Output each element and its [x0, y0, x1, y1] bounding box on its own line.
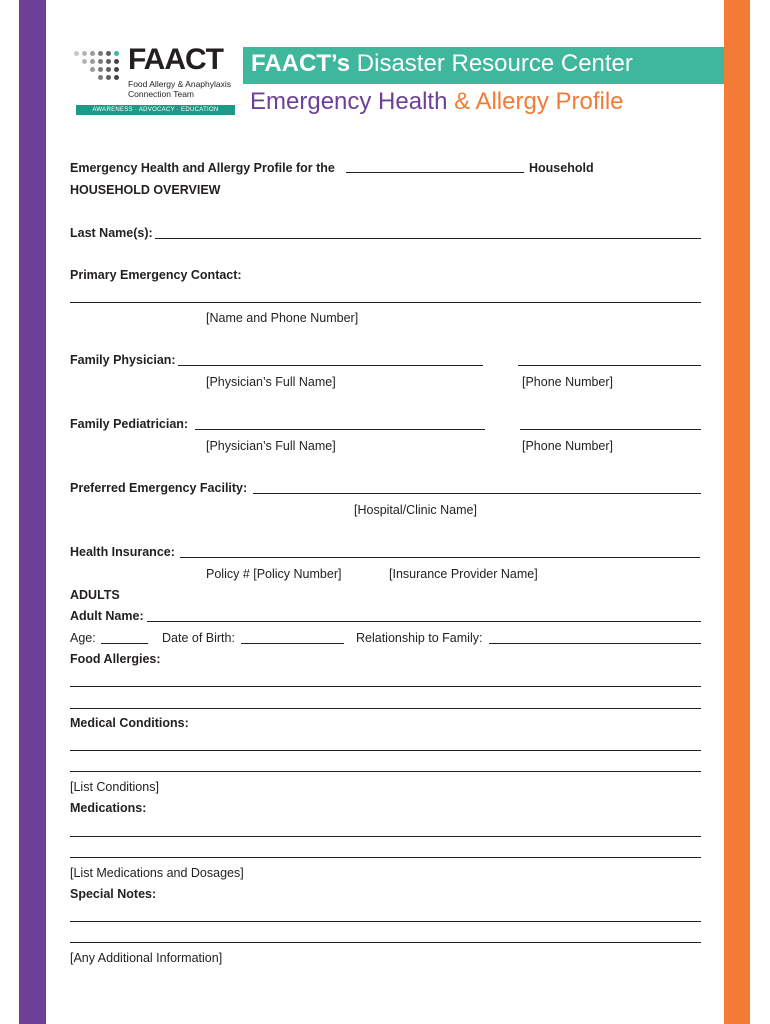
insurance-policy-hint: Policy # [Policy Number] [206, 567, 342, 581]
insurance-provider-hint: [Insurance Provider Name] [389, 567, 538, 581]
insurance-field[interactable] [180, 557, 700, 558]
logo-dot-grid [72, 49, 124, 85]
physician-name-hint: [Physician’s Full Name] [206, 375, 336, 389]
relationship-label: Relationship to Family: [356, 631, 483, 645]
conditions-hint: [List Conditions] [70, 780, 159, 794]
special-notes-field-line1[interactable] [70, 921, 701, 922]
medications-field-line1[interactable] [70, 836, 701, 837]
dob-label: Date of Birth: [162, 631, 235, 645]
household-name-field[interactable] [346, 172, 524, 173]
medications-hint: [List Medications and Dosages] [70, 866, 244, 880]
physician-phone-hint: [Phone Number] [522, 375, 614, 389]
special-notes-field-line2[interactable] [70, 942, 701, 943]
physician-phone-field[interactable] [518, 365, 701, 366]
page-title-bold: FAACT’s [251, 50, 351, 77]
medical-conditions-field-line1[interactable] [70, 750, 701, 751]
primary-contact-label: Primary Emergency Contact: [70, 268, 242, 282]
subtitle-part2: Allergy Profile [475, 88, 624, 115]
logo-subtitle-line2: Connection Team [128, 89, 194, 99]
notes-hint: [Any Additional Information] [70, 951, 223, 965]
facility-label: Preferred Emergency Facility: [70, 481, 248, 495]
page-title [251, 50, 633, 78]
primary-contact-field[interactable] [70, 302, 701, 303]
adult-name-label: Adult Name: [70, 609, 144, 623]
medical-conditions-field-line2[interactable] [70, 771, 701, 772]
physician-label: Family Physician: [70, 353, 176, 367]
adults-heading: ADULTS [70, 588, 120, 602]
pediatrician-phone-hint: [Phone Number] [522, 439, 614, 453]
intro-suffix: Household [529, 161, 594, 175]
right-accent-bar [724, 0, 750, 1024]
facility-field[interactable] [253, 493, 701, 494]
medications-label: Medications: [70, 801, 147, 815]
faact-logo [72, 43, 235, 117]
household-overview-heading: HOUSEHOLD OVERVIEW [70, 183, 221, 197]
logo-subtitle [128, 79, 231, 99]
age-field[interactable] [101, 643, 148, 644]
subtitle-ampersand: & [454, 88, 476, 115]
logo-wordmark: FAACT [128, 43, 223, 76]
food-allergies-field-line1[interactable] [70, 686, 701, 687]
dob-field[interactable] [241, 643, 344, 644]
insurance-label: Health Insurance: [70, 545, 175, 559]
medical-conditions-label: Medical Conditions: [70, 716, 189, 730]
last-names-label: Last Name(s): [70, 226, 153, 240]
age-label: Age: [70, 631, 96, 645]
last-names-field[interactable] [155, 238, 701, 239]
medications-field-line2[interactable] [70, 857, 701, 858]
logo-tagline: AWARENESS · ADVOCACY · EDUCATION [76, 105, 235, 115]
intro-prefix: Emergency Health and Allergy Profile for the [70, 161, 335, 175]
pediatrician-label: Family Pediatrician: [70, 417, 189, 431]
logo-subtitle-line1: Food Allergy & Anaphylaxis [128, 79, 232, 89]
adult-name-field[interactable] [147, 621, 701, 622]
food-allergies-field-line2[interactable] [70, 708, 701, 709]
pediatrician-name-field[interactable] [195, 429, 485, 430]
subtitle-part1: Emergency Health [250, 88, 455, 115]
pediatrician-phone-field[interactable] [520, 429, 701, 430]
food-allergies-label: Food Allergies: [70, 652, 161, 666]
title-banner [243, 47, 724, 84]
page-title-rest: Disaster Resource Center [350, 50, 633, 77]
pediatrician-name-hint: [Physician’s Full Name] [206, 439, 336, 453]
left-accent-bar [19, 0, 46, 1024]
physician-name-field[interactable] [178, 365, 483, 366]
special-notes-label: Special Notes: [70, 887, 157, 901]
facility-hint: [Hospital/Clinic Name] [354, 503, 477, 517]
relationship-field[interactable] [489, 643, 701, 644]
page-subtitle [250, 88, 624, 116]
primary-contact-hint: [Name and Phone Number] [206, 311, 359, 325]
